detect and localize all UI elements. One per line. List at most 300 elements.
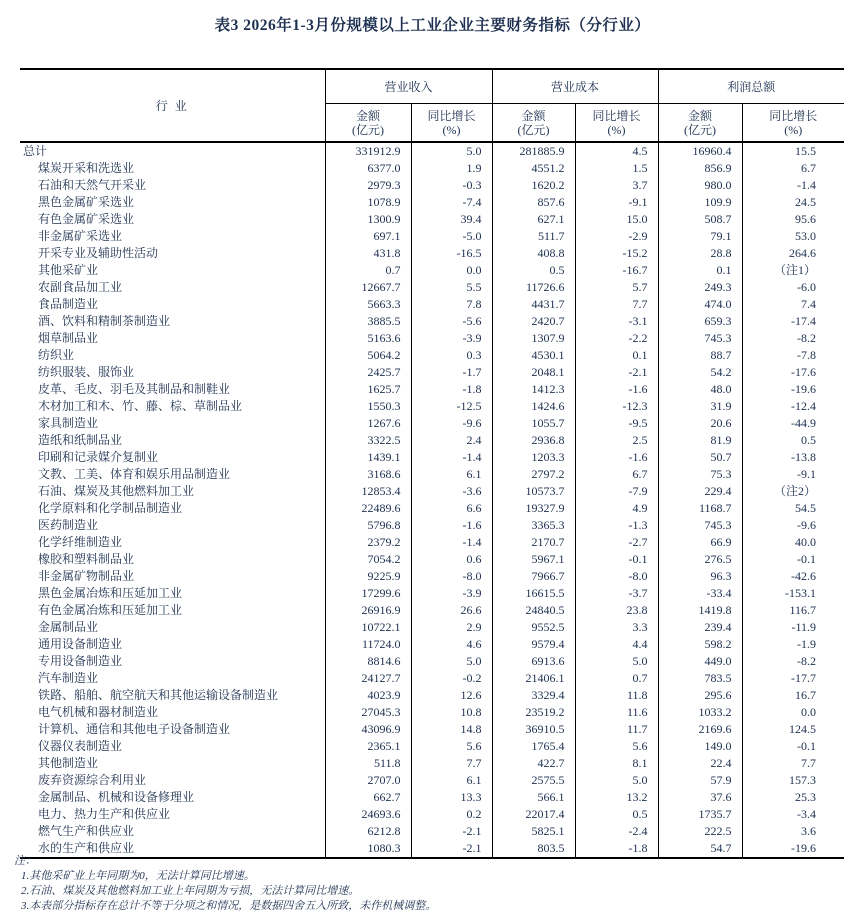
value-cell: -2.7: [575, 534, 658, 551]
value-cell: -17.4: [742, 313, 844, 330]
value-cell: 4431.7: [492, 296, 575, 313]
industry-cell: 专用设备制造业: [38, 654, 123, 668]
value-cell: -8.0: [575, 568, 658, 585]
value-cell: 5796.8: [325, 517, 411, 534]
value-cell: -8.0: [411, 568, 492, 585]
industry-cell: 印刷和记录媒介复制业: [38, 450, 159, 464]
value-cell: 3329.4: [492, 687, 575, 704]
value-cell: 23.8: [575, 602, 658, 619]
value-cell: 1267.6: [325, 415, 411, 432]
value-cell: 249.3: [658, 279, 742, 296]
value-cell: 5.0: [411, 142, 492, 160]
footnote-3: 3.本表部分指标存在总计不等于分项之和情况，是数据四舍五入所致，未作机械调整。: [21, 900, 437, 912]
value-cell: 0.3: [411, 347, 492, 364]
value-cell: 95.6: [742, 211, 844, 228]
table-row: [20, 279, 844, 296]
value-cell: -1.4: [411, 534, 492, 551]
value-cell: -12.5: [411, 398, 492, 415]
value-cell: -6.0: [742, 279, 844, 296]
value-cell: 5.0: [575, 653, 658, 670]
value-cell: 36910.5: [492, 721, 575, 738]
value-cell: -8.2: [742, 330, 844, 347]
subheader-amount-3: [658, 104, 742, 143]
industry-cell: 煤炭开采和洗选业: [38, 161, 135, 175]
value-cell: 1.9: [411, 160, 492, 177]
value-cell: 124.5: [742, 721, 844, 738]
value-cell: 13.3: [411, 789, 492, 806]
value-cell: 2379.2: [325, 534, 411, 551]
value-cell: -1.8: [411, 381, 492, 398]
value-cell: -33.4: [658, 585, 742, 602]
subheader-amount-1: [325, 104, 411, 143]
value-cell: 1307.9: [492, 330, 575, 347]
financial-indicators-table: [20, 68, 844, 859]
table-body: [20, 142, 844, 858]
table-row: [20, 721, 844, 738]
value-cell: -3.9: [411, 585, 492, 602]
industry-cell: 食品制造业: [38, 297, 99, 311]
value-cell: 474.0: [658, 296, 742, 313]
value-cell: 1735.7: [658, 806, 742, 823]
value-cell: 149.0: [658, 738, 742, 755]
value-cell: -0.1: [742, 738, 844, 755]
value-cell: -5.0: [411, 228, 492, 245]
value-cell: 2.5: [575, 432, 658, 449]
value-cell: 27045.3: [325, 704, 411, 721]
header-total-profit: 利润总额: [658, 69, 844, 104]
table-row: [20, 823, 844, 840]
subheader-growth-line2: (%): [607, 122, 626, 137]
table-row: [20, 568, 844, 585]
value-cell: 4.9: [575, 500, 658, 517]
industry-cell: 皮革、毛皮、羽毛及其制品和制鞋业: [38, 382, 231, 396]
table-row: [20, 789, 844, 806]
value-cell: 508.7: [658, 211, 742, 228]
value-cell: 745.3: [658, 330, 742, 347]
industry-cell: 有色金属冶炼和压延加工业: [38, 603, 183, 617]
value-cell: 31.9: [658, 398, 742, 415]
value-cell: -17.6: [742, 364, 844, 381]
value-cell: 5.5: [411, 279, 492, 296]
value-cell: 3.6: [742, 823, 844, 840]
subheader-growth-line1: 同比增长: [769, 108, 818, 123]
subheader-amount-line2: (亿元): [684, 122, 717, 137]
header-group-row: [20, 69, 844, 104]
value-cell: 662.7: [325, 789, 411, 806]
table-row: [20, 738, 844, 755]
value-cell: 4.4: [575, 636, 658, 653]
value-cell: 11724.0: [325, 636, 411, 653]
value-cell: 7966.7: [492, 568, 575, 585]
subheader-growth-line2: (%): [442, 122, 461, 137]
value-cell: 25.3: [742, 789, 844, 806]
value-cell: 66.9: [658, 534, 742, 551]
value-cell: -15.2: [575, 245, 658, 262]
value-cell: 54.7: [658, 840, 742, 858]
industry-cell: 黑色金属冶炼和压延加工业: [38, 586, 183, 600]
table-row: [20, 772, 844, 789]
value-cell: 24693.6: [325, 806, 411, 823]
value-cell: -3.9: [411, 330, 492, 347]
value-cell: 48.0: [658, 381, 742, 398]
industry-cell: 通用设备制造业: [38, 637, 123, 651]
value-cell: 0.7: [325, 262, 411, 279]
value-cell: 1203.3: [492, 449, 575, 466]
value-cell: 1300.9: [325, 211, 411, 228]
value-cell: 6.1: [411, 466, 492, 483]
value-cell: -19.6: [742, 840, 844, 858]
subheader-growth-line1: 同比增长: [592, 108, 641, 123]
table-row: [20, 296, 844, 313]
industry-cell: 化学纤维制造业: [38, 535, 123, 549]
value-cell: 88.7: [658, 347, 742, 364]
value-cell: 2707.0: [325, 772, 411, 789]
value-cell: 0.0: [742, 704, 844, 721]
value-cell: 2365.1: [325, 738, 411, 755]
value-cell: 16.7: [742, 687, 844, 704]
value-cell: -3.7: [575, 585, 658, 602]
value-cell: -16.5: [411, 245, 492, 262]
value-cell: 1550.3: [325, 398, 411, 415]
value-cell: 22.4: [658, 755, 742, 772]
value-cell: -1.6: [411, 517, 492, 534]
value-cell: 0.5: [492, 262, 575, 279]
value-cell: 408.8: [492, 245, 575, 262]
value-cell: 24840.5: [492, 602, 575, 619]
industry-cell: 电气机械和器材制造业: [38, 705, 159, 719]
value-cell: （注2）: [742, 483, 844, 500]
value-cell: 2936.8: [492, 432, 575, 449]
value-cell: 295.6: [658, 687, 742, 704]
value-cell: 26916.9: [325, 602, 411, 619]
value-cell: 3168.6: [325, 466, 411, 483]
value-cell: 22017.4: [492, 806, 575, 823]
table-row: [20, 347, 844, 364]
value-cell: 6913.6: [492, 653, 575, 670]
value-cell: 11.7: [575, 721, 658, 738]
value-cell: 24.5: [742, 194, 844, 211]
subheader-growth-1: [411, 104, 492, 143]
value-cell: 20.6: [658, 415, 742, 432]
value-cell: 157.3: [742, 772, 844, 789]
subheader-growth-line1: 同比增长: [427, 108, 476, 123]
value-cell: -7.4: [411, 194, 492, 211]
value-cell: 222.5: [658, 823, 742, 840]
value-cell: 15.5: [742, 142, 844, 160]
value-cell: 9552.5: [492, 619, 575, 636]
value-cell: 857.6: [492, 194, 575, 211]
footnote-2: 2.石油、煤炭及其他燃料加工业上年同期为亏损，无法计算同比增速。: [21, 885, 360, 897]
value-cell: 7054.2: [325, 551, 411, 568]
value-cell: 37.6: [658, 789, 742, 806]
value-cell: 2797.2: [492, 466, 575, 483]
industry-cell: 燃气生产和供应业: [38, 824, 135, 838]
value-cell: 3885.5: [325, 313, 411, 330]
industry-cell: 水的生产和供应业: [20, 840, 325, 858]
table-row: [20, 534, 844, 551]
value-cell: 16615.5: [492, 585, 575, 602]
value-cell: 11.6: [575, 704, 658, 721]
industry-cell: 橡胶和塑料制品业: [38, 552, 135, 566]
table-row: [20, 670, 844, 687]
value-cell: 10722.1: [325, 619, 411, 636]
industry-cell: 汽车制造业: [38, 671, 99, 685]
table-row: [20, 415, 844, 432]
value-cell: -2.1: [411, 840, 492, 858]
table-row: [20, 517, 844, 534]
industry-cell: 石油、煤炭及其他燃料加工业: [38, 484, 195, 498]
value-cell: -9.6: [411, 415, 492, 432]
value-cell: 449.0: [658, 653, 742, 670]
value-cell: -0.3: [411, 177, 492, 194]
value-cell: -44.9: [742, 415, 844, 432]
value-cell: 0.1: [658, 262, 742, 279]
table-row: [20, 245, 844, 262]
value-cell: 5.6: [575, 738, 658, 755]
value-cell: -13.8: [742, 449, 844, 466]
table-row: [20, 551, 844, 568]
industry-cell: 纺织业: [38, 348, 75, 362]
value-cell: 264.6: [742, 245, 844, 262]
value-cell: 0.5: [742, 432, 844, 449]
subheader-growth-3: [742, 104, 844, 143]
industry-cell: 造纸和纸制品业: [38, 433, 123, 447]
value-cell: 281885.9: [492, 142, 575, 160]
value-cell: 28.8: [658, 245, 742, 262]
value-cell: 24127.7: [325, 670, 411, 687]
value-cell: 5967.1: [492, 551, 575, 568]
value-cell: 6.7: [575, 466, 658, 483]
value-cell: 40.0: [742, 534, 844, 551]
value-cell: 12.6: [411, 687, 492, 704]
industry-cell: 文教、工美、体育和娱乐用品制造业: [38, 467, 231, 481]
value-cell: 4551.2: [492, 160, 575, 177]
industry-cell: 总计: [23, 144, 48, 158]
value-cell: 5825.1: [492, 823, 575, 840]
value-cell: 11.8: [575, 687, 658, 704]
footnote-label: 注：: [14, 855, 36, 867]
value-cell: -1.4: [411, 449, 492, 466]
industry-cell: 化学原料和化学制品制造业: [38, 501, 183, 515]
value-cell: -19.6: [742, 381, 844, 398]
value-cell: 659.3: [658, 313, 742, 330]
value-cell: -1.3: [575, 517, 658, 534]
table-row: [20, 483, 844, 500]
value-cell: 2.9: [411, 619, 492, 636]
value-cell: 6377.0: [325, 160, 411, 177]
value-cell: -16.7: [575, 262, 658, 279]
value-cell: -0.1: [742, 551, 844, 568]
value-cell: 7.4: [742, 296, 844, 313]
value-cell: 1412.3: [492, 381, 575, 398]
value-cell: -0.1: [575, 551, 658, 568]
industry-cell: 纺织服装、服饰业: [38, 365, 135, 379]
table-row: [20, 500, 844, 517]
value-cell: 19327.9: [492, 500, 575, 517]
industry-cell: 农副食品加工业: [38, 280, 123, 294]
value-cell: 79.1: [658, 228, 742, 245]
value-cell: -1.4: [742, 177, 844, 194]
value-cell: 1765.4: [492, 738, 575, 755]
value-cell: -2.1: [411, 823, 492, 840]
value-cell: 16960.4: [658, 142, 742, 160]
subheader-amount-line1: 金额: [521, 108, 546, 123]
table-row: [20, 432, 844, 449]
table-row: [20, 364, 844, 381]
value-cell: （注1）: [742, 262, 844, 279]
industry-cell: 金属制品业: [38, 620, 99, 634]
value-cell: 6.1: [411, 772, 492, 789]
subheader-amount-line1: 金额: [355, 108, 380, 123]
industry-cell: 其他采矿业: [38, 263, 99, 277]
subheader-amount-line2: (亿元): [352, 122, 384, 137]
table-row: [20, 313, 844, 330]
value-cell: -153.1: [742, 585, 844, 602]
value-cell: -9.1: [742, 466, 844, 483]
value-cell: 4.5: [575, 142, 658, 160]
value-cell: 598.2: [658, 636, 742, 653]
value-cell: 5.7: [575, 279, 658, 296]
value-cell: 5.0: [575, 772, 658, 789]
footnote-1: 1.其他采矿业上年同期为0，无法计算同比增速。: [21, 870, 255, 882]
value-cell: 2979.3: [325, 177, 411, 194]
value-cell: 54.2: [658, 364, 742, 381]
value-cell: 81.9: [658, 432, 742, 449]
value-cell: 745.3: [658, 517, 742, 534]
table-title: 表3 2026年1-3月份规模以上工业企业主要财务指标（分行业）: [214, 17, 651, 34]
value-cell: 9579.4: [492, 636, 575, 653]
value-cell: 4530.1: [492, 347, 575, 364]
header-industry: 行 业: [20, 69, 325, 142]
industry-cell: 木材加工和木、竹、藤、棕、草制品业: [38, 399, 243, 413]
value-cell: 5163.6: [325, 330, 411, 347]
value-cell: -1.9: [742, 636, 844, 653]
industry-cell: 计算机、通信和其他电子设备制造业: [38, 722, 231, 736]
table-row: [20, 585, 844, 602]
value-cell: 2420.7: [492, 313, 575, 330]
value-cell: 5.0: [411, 653, 492, 670]
value-cell: -8.2: [742, 653, 844, 670]
value-cell: -9.5: [575, 415, 658, 432]
value-cell: 17299.6: [325, 585, 411, 602]
value-cell: 12853.4: [325, 483, 411, 500]
table-row: [20, 262, 844, 279]
value-cell: 1080.3: [325, 840, 411, 858]
value-cell: -0.2: [411, 670, 492, 687]
value-cell: 53.0: [742, 228, 844, 245]
value-cell: 15.0: [575, 211, 658, 228]
value-cell: 5064.2: [325, 347, 411, 364]
value-cell: -2.4: [575, 823, 658, 840]
industry-cell: 铁路、船舶、航空航天和其他运输设备制造业: [38, 688, 279, 702]
value-cell: -2.1: [575, 364, 658, 381]
industry-cell: 废弃资源综合利用业: [38, 773, 147, 787]
value-cell: -42.6: [742, 568, 844, 585]
value-cell: 6.6: [411, 500, 492, 517]
value-cell: 1033.2: [658, 704, 742, 721]
value-cell: 75.3: [658, 466, 742, 483]
industry-cell: 黑色金属矿采选业: [38, 195, 135, 209]
header-operating-cost: 营业成本: [492, 69, 658, 104]
value-cell: 2.4: [411, 432, 492, 449]
value-cell: 239.4: [658, 619, 742, 636]
table-row: [20, 653, 844, 670]
value-cell: 1.5: [575, 160, 658, 177]
value-cell: 7.8: [411, 296, 492, 313]
table-row: [20, 142, 844, 160]
value-cell: 4023.9: [325, 687, 411, 704]
value-cell: 511.8: [325, 755, 411, 772]
value-cell: 5.6: [411, 738, 492, 755]
table-row: [20, 381, 844, 398]
value-cell: 2169.6: [658, 721, 742, 738]
value-cell: 13.2: [575, 789, 658, 806]
value-cell: 1078.9: [325, 194, 411, 211]
value-cell: 8.1: [575, 755, 658, 772]
value-cell: 1168.7: [658, 500, 742, 517]
value-cell: 783.5: [658, 670, 742, 687]
value-cell: 43096.9: [325, 721, 411, 738]
header-operating-revenue: 营业收入: [325, 69, 492, 104]
subheader-growth-2: [575, 104, 658, 143]
table-row: [20, 602, 844, 619]
value-cell: 431.8: [325, 245, 411, 262]
value-cell: 0.5: [575, 806, 658, 823]
value-cell: 8814.6: [325, 653, 411, 670]
value-cell: -1.6: [575, 381, 658, 398]
value-cell: 511.7: [492, 228, 575, 245]
industry-cell: 有色金属矿采选业: [38, 212, 135, 226]
value-cell: -1.6: [575, 449, 658, 466]
industry-cell: 家具制造业: [38, 416, 99, 430]
table-row: [20, 636, 844, 653]
industry-cell: 开采专业及辅助性活动: [38, 246, 159, 260]
value-cell: 697.1: [325, 228, 411, 245]
value-cell: 3.7: [575, 177, 658, 194]
value-cell: 276.5: [658, 551, 742, 568]
industry-cell: 金属制品、机械和设备修理业: [38, 790, 195, 804]
industry-cell: 非金属矿物制品业: [38, 569, 135, 583]
value-cell: 229.4: [658, 483, 742, 500]
table-row: [20, 619, 844, 636]
value-cell: 2425.7: [325, 364, 411, 381]
value-cell: 9225.9: [325, 568, 411, 585]
value-cell: 0.6: [411, 551, 492, 568]
value-cell: 331912.9: [325, 142, 411, 160]
table-row: [20, 177, 844, 194]
table-row: [20, 398, 844, 415]
table-row: [20, 330, 844, 347]
table-row: [20, 228, 844, 245]
table-row: [20, 449, 844, 466]
industry-cell: 仪器仪表制造业: [38, 739, 123, 753]
industry-cell: 其他制造业: [38, 756, 99, 770]
value-cell: 21406.1: [492, 670, 575, 687]
table-row: [20, 194, 844, 211]
table-row: [20, 687, 844, 704]
value-cell: -3.1: [575, 313, 658, 330]
value-cell: 109.9: [658, 194, 742, 211]
value-cell: 50.7: [658, 449, 742, 466]
value-cell: 23519.2: [492, 704, 575, 721]
value-cell: -1.7: [411, 364, 492, 381]
value-cell: 39.4: [411, 211, 492, 228]
industry-cell: 酒、饮料和精制茶制造业: [38, 314, 171, 328]
value-cell: 3.3: [575, 619, 658, 636]
value-cell: -17.7: [742, 670, 844, 687]
value-cell: 1419.8: [658, 602, 742, 619]
value-cell: 803.5: [492, 840, 575, 858]
